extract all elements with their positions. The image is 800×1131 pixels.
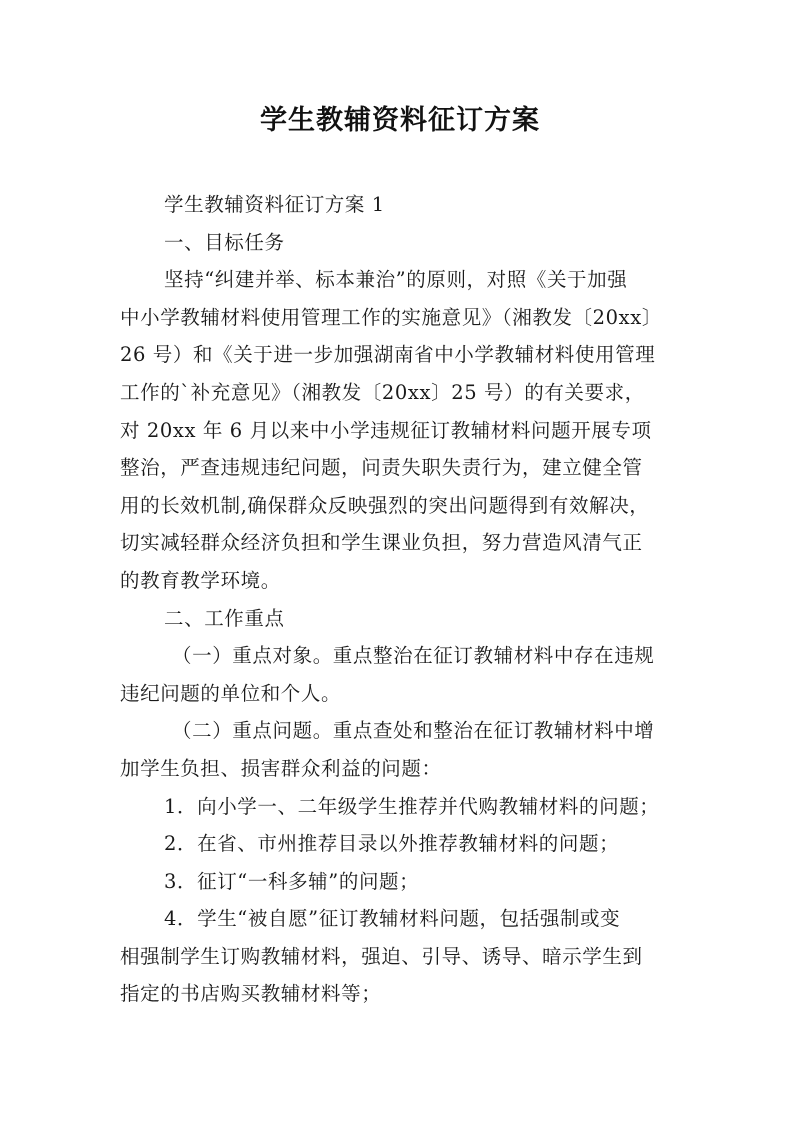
- paragraph-line: 的教育教学环境。: [120, 568, 281, 592]
- list-item: 3．征订“一科多辅”的问题；: [164, 869, 420, 893]
- paragraph-line: 整治，严查违规违纪问题，问责失职失责行为，建立健全管: [120, 456, 643, 480]
- paragraph-line: 相强制学生订购教辅材料，强迫、引导、诱导、暗示学生到: [120, 944, 643, 968]
- list-item: 4．学生“被自愿”征订教辅材料问题，包括强制或变: [164, 907, 621, 931]
- paragraph-line: （一）重点对象。重点整治在征订教辅材料中存在违规: [172, 644, 655, 668]
- paragraph-line: 26 号）和《关于进一步加强湖南省中小学教辅材料使用管理: [120, 343, 656, 367]
- paragraph-line: 违纪问题的单位和个人。: [120, 681, 342, 705]
- document-body: [120, 186, 680, 1013]
- paragraph-line: 加学生负担、损害群众利益的问题：: [120, 756, 442, 780]
- document-title: 学生教辅资料征订方案: [260, 105, 540, 136]
- paragraph-line: 工作的`补充意见》（湘教发〔20xx〕25 号）的有关要求，: [120, 380, 645, 404]
- subsection-heading: 一、目标任务: [164, 230, 285, 254]
- list-item: 2．在省、市州推荐目录以外推荐教辅材料的问题；: [164, 832, 620, 856]
- paragraph-line: （二）重点问题。重点查处和整治在征订教辅材料中增: [172, 719, 655, 743]
- paragraph-line: 中小学教辅材料使用管理工作的实施意见》（湘教发〔20xx〕: [120, 305, 662, 329]
- paragraph-line: 坚持“纠建并举、标本兼治”的原则，对照《关于加强: [164, 268, 628, 292]
- paragraph-line: 指定的书店购买教辅材料等；: [120, 982, 382, 1006]
- section-heading: 学生教辅资料征订方案 1: [164, 193, 385, 216]
- subsection-heading: 二、工作重点: [164, 606, 285, 630]
- list-item: 1．向小学一、二年级学生推荐并代购教辅材料的问题；: [164, 794, 660, 818]
- paragraph-line: 用的长效机制,确保群众反映强烈的突出问题得到有效解决，: [120, 493, 650, 517]
- paragraph-line: 切实减轻群众经济负担和学生课业负担，努力营造风清气正: [120, 531, 643, 555]
- paragraph-line: 对 20xx 年 6 月以来中小学违规征订教辅材料问题开展专项: [120, 418, 652, 442]
